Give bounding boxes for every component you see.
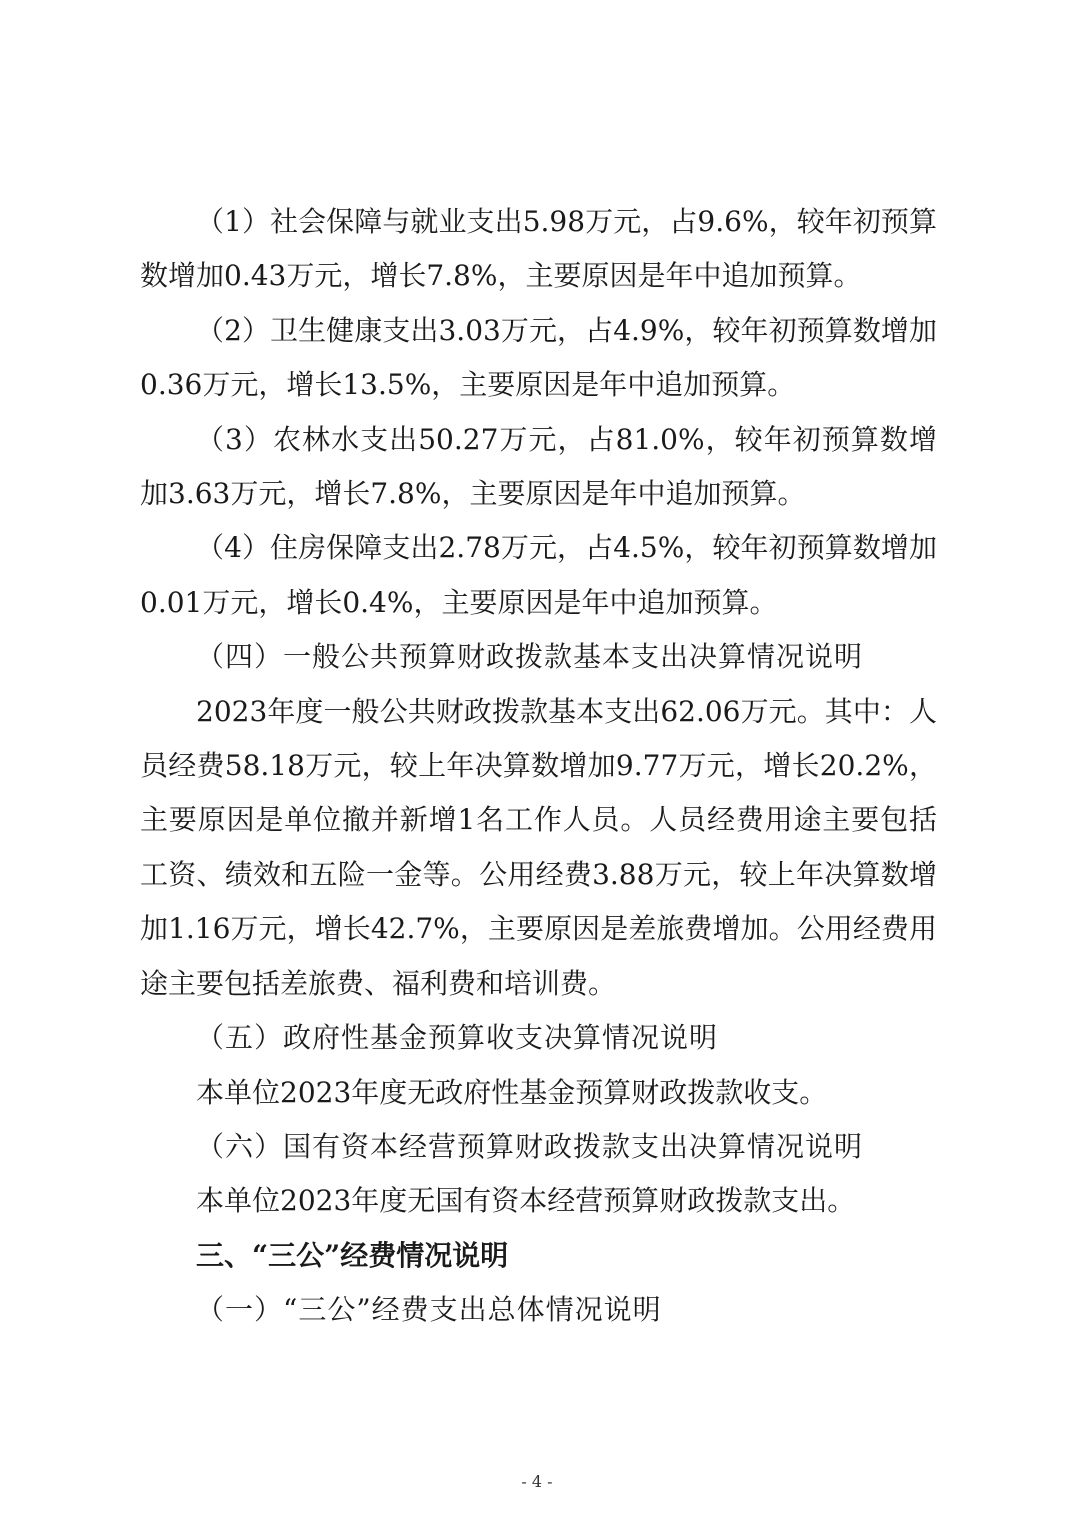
paragraph-housing: （4）住房保障支出2.78万元，占4.5%，较年初预算数增加0.01万元，增长0.4%，主要原因是年中追加预算。 bbox=[140, 531, 937, 619]
section-heading-government-fund: （五）政府性基金预算收支决算情况说明 bbox=[196, 1021, 719, 1055]
paragraph-government-fund: 本单位2023年度无政府性基金预算财政拨款收支。 bbox=[196, 1075, 828, 1109]
paragraph-social-security: （1）社会保障与就业支出5.98万元，占9.6%，较年初预算数增加0.43万元，增长7.8%，主要原因是年中追加预算。 bbox=[140, 205, 937, 293]
section-heading-basic-expenditure: （四）一般公共预算财政拨款基本支出决算情况说明 bbox=[196, 640, 864, 674]
section-heading-state-capital: （六）国有资本经营预算财政拨款支出决算情况说明 bbox=[196, 1129, 864, 1163]
paragraph-basic-expenditure: 2023年度一般公共财政拨款基本支出62.06万元。其中：人员经费58.18万元，较上年决算数增加9.77万元，增长20.2%，主要原因是单位撤并新增1名工作人员。人员经费用途主要包括工资、绩效和五险一金等。公用经费3.88万元，较上年决算数增加1.16万元，增长42.7%，主要原因是差旅费增加。公用经费用途主要包括差旅费、福利费和培训费。 bbox=[140, 694, 937, 1000]
paragraph-health: （2）卫生健康支出3.03万元，占4.9%，较年初预算数增加0.36万元，增长13.5%，主要原因是年中追加预算。 bbox=[140, 313, 937, 402]
chapter-heading-three-public: 三、“三公”经费情况说明 bbox=[196, 1238, 509, 1272]
paragraph-state-capital: 本单位2023年度无国有资本经营预算财政拨款支出。 bbox=[196, 1184, 856, 1218]
page-number: - 4 - bbox=[521, 1472, 553, 1491]
document-page bbox=[140, 195, 937, 1338]
section-heading-three-public-overview: （一）“三公”经费支出总体情况说明 bbox=[196, 1293, 662, 1327]
paragraph-agriculture: （3）农林水支出50.27万元，占81.0%，较年初预算数增加3.63万元，增长7.8%，主要原因是年中追加预算。 bbox=[140, 422, 937, 511]
